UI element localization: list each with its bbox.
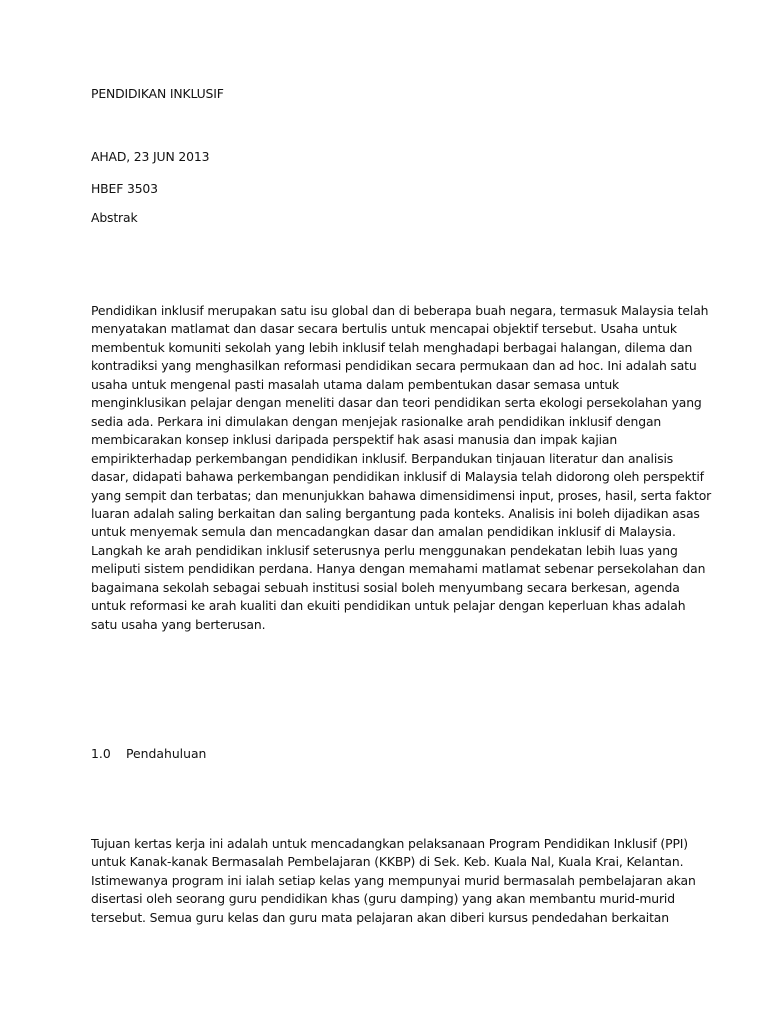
intro-line: tersebut. Semua guru kelas dan guru mata pelajaran akan diberi kursus pendedahan berkaitan bbox=[91, 909, 669, 925]
abstract-line: sedia ada. Perkara ini dimulakan dengan menjejak rasionalke arah pendidikan inklusif dengan bbox=[91, 413, 662, 429]
abstract-line: meliputi sistem pendidikan perdana. Hanya dengan memahami matlamat sebenar persekolahan dan bbox=[91, 561, 706, 577]
abstract-line: kontradiksi yang menghasilkan reformasi pendidikan secara permukaan dan ad hoc. Ini adalah satu bbox=[91, 358, 697, 374]
intro-line: Tujuan kertas kerja ini adalah untuk mencadangkan pelaksanaan Program Pendidikan Inklusif (PPI) bbox=[91, 836, 688, 851]
abstract-line: untuk reformasi ke arah kualiti dan ekuiti pendidikan untuk pelajar dengan keperluan khas adalah bbox=[91, 598, 686, 614]
abstract-line: untuk menyemak semula dan mencadangkan dasar dan amalan pendidikan inklusif di Malaysia. bbox=[91, 524, 676, 540]
section-number: 1.0 bbox=[91, 746, 111, 761]
abstract-line: Langkah ke arah pendidikan inklusif seterusnya perlu menggunakan pendekatan lebih luas yang bbox=[91, 542, 678, 558]
abstract-line: membicarakan konsep inklusi daripada perspektif hak asasi manusia dan impak kajian bbox=[91, 432, 618, 448]
abstract-line: membentuk komuniti sekolah yang lebih inklusif telah menghadapi berbagai halangan, dilema dan bbox=[91, 339, 693, 355]
document-date: AHAD, 23 JUN 2013 bbox=[91, 149, 210, 164]
course-code: HBEF 3503 bbox=[91, 181, 158, 196]
abstract-line: usaha untuk mengenal pasti masalah utama dalam pembentukan dasar semasa untuk bbox=[91, 376, 620, 392]
section-title: Pendahuluan bbox=[126, 746, 207, 761]
abstract-line: luaran adalah saling berkaitan dan saling bergantung pada konteks. Analisis ini boleh dijadikan asas bbox=[91, 505, 700, 521]
intro-line: disertasi oleh seorang guru pendidikan khas (guru damping) yang akan membantu murid-murid bbox=[91, 891, 675, 907]
document-title: PENDIDIKAN INKLUSIF bbox=[91, 86, 224, 101]
intro-line: untuk Kanak-kanak Bermasalah Pembelajaran (KKBP) di Sek. Keb. Kuala Nal, Kuala Krai, Kelantan. bbox=[91, 854, 684, 870]
abstract-label: Abstrak bbox=[91, 210, 138, 225]
intro-line: Istimewanya program ini ialah setiap kelas yang mempunyai murid bermasalah pembelajaran akan bbox=[91, 872, 696, 888]
abstract-line: dasar, didapati bahawa perkembangan pendidikan inklusif di Malaysia telah didorong oleh perspektif bbox=[91, 469, 704, 485]
abstract-line: menyatakan matlamat dan dasar secara bertulis untuk mencapai objektif tersebut. Usaha untuk bbox=[91, 321, 677, 337]
abstract-line: Pendidikan inklusif merupakan satu isu global dan di beberapa buah negara, termasuk Malaysia telah bbox=[91, 303, 709, 318]
abstract-line: empirikterhadap perkembangan pendidikan inklusif. Berpandukan tinjauan literatur dan analisis bbox=[91, 450, 674, 466]
abstract-paragraph bbox=[91, 302, 712, 634]
abstract-line: yang sempit dan terbatas; dan menunjukkan bahawa dimensidimensi input, proses, hasil, serta faktor bbox=[91, 487, 712, 503]
intro-paragraph bbox=[91, 835, 696, 927]
abstract-line: menginklusikan pelajar dengan meneliti dasar dan teori pendidikan serta ekologi persekolahan yang bbox=[91, 395, 702, 411]
abstract-line: bagaimana sekolah sebagai sebuah institusi sosial boleh menyumbang secara berkesan, agenda bbox=[91, 579, 680, 595]
abstract-line: satu usaha yang berterusan. bbox=[91, 616, 266, 632]
